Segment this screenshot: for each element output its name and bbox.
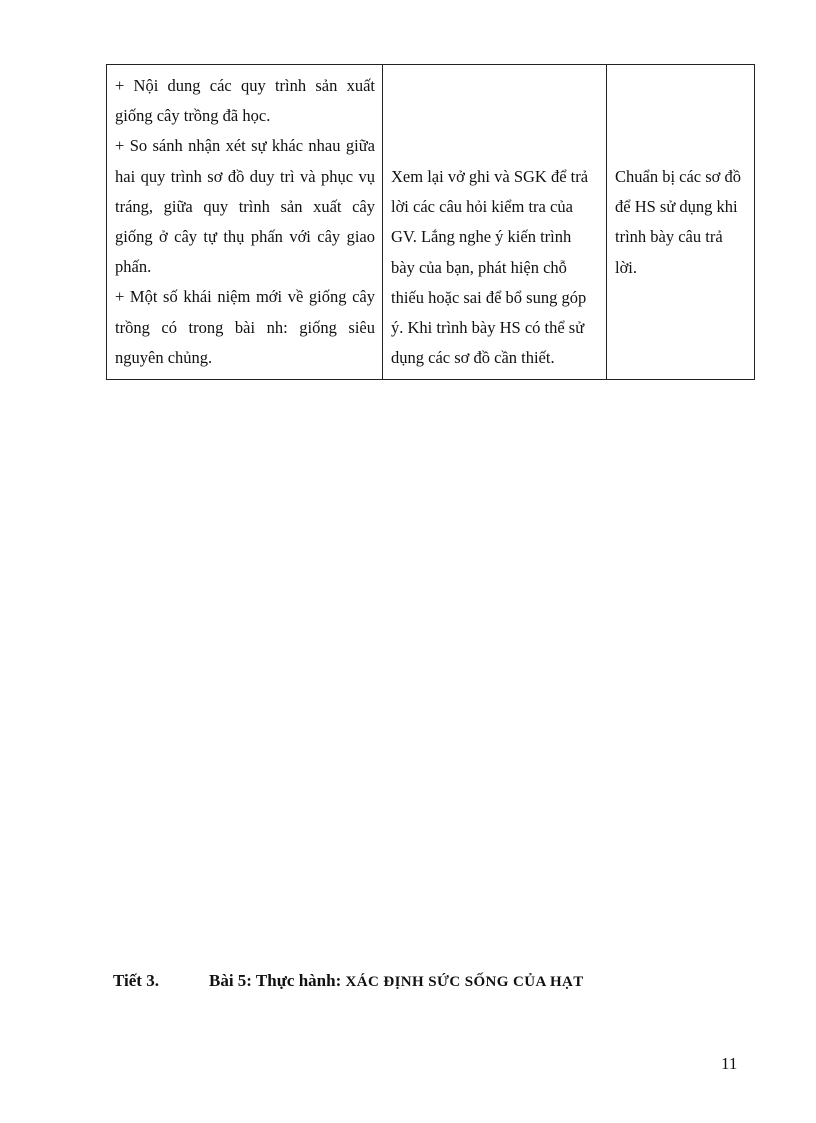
- content-paragraph-1: + Nội dung các quy trình sản xuất giống cây trồng đã học.: [115, 76, 375, 126]
- lesson-heading: [113, 971, 584, 991]
- content-paragraph-3: + Một số khái niệm mới về giống cây trồng có trong bài nh: giống siêu nguyên chủng.: [115, 287, 375, 367]
- lesson-title-prefix: Bài 5: Thực hành:: [209, 971, 342, 990]
- teacher-activity-text: Chuẩn bị các sơ đồ để HS sử dụng khi trình bày câu trả lời.: [615, 167, 742, 277]
- student-activity-cell: [383, 65, 607, 380]
- teacher-activity-cell: [607, 65, 755, 380]
- page-number: 11: [721, 1054, 738, 1073]
- student-activity-text: Xem lại vở ghi và SGK để trả lời các câu hỏi kiểm tra của GV. Lắng nghe ý kiến trình bày của bạn, phát hiện chỗ thiếu hoặc sai để bổ sung góp ý. Khi trình bày HS có thể sử dụng các sơ đồ cần thiết.: [391, 167, 589, 368]
- lesson-period: Tiết 3.: [113, 971, 159, 990]
- content-paragraph-2: + So sánh nhận xét sự khác nhau giữa hai quy trình sơ đồ duy trì và phục vụ tráng, giữa quy trình sản xuất cây giống ở cây tự thụ phấn với cây giao phấn.: [115, 136, 375, 277]
- content-cell: [107, 65, 383, 380]
- activity-table: [106, 64, 755, 380]
- lesson-title: XÁC ĐỊNH SỨC SỐNG CỦA HẠT: [345, 974, 584, 990]
- table-row: [107, 65, 755, 380]
